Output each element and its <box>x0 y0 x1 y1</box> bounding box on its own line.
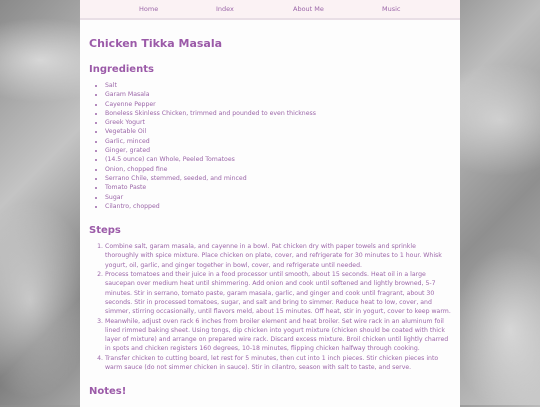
ingredient-item: • Greek Yogurt <box>105 118 451 127</box>
recipe-container[interactable] <box>80 18 460 407</box>
ingredient-item: • Cilantro, chopped <box>105 202 451 211</box>
recipe-content <box>80 37 460 397</box>
steps-heading: Steps <box>89 225 121 237</box>
steps-list <box>89 242 451 372</box>
page-title: Chicken Tikka Masala <box>89 37 223 50</box>
ingredients-list <box>89 81 451 211</box>
ingredient-item: • Serrano Chile, stemmed, seeded, and minced <box>105 174 451 183</box>
nav-link-music[interactable]: Music <box>382 5 401 13</box>
step-item: 3. Meanwhile, adjust oven rack 6 inches from broiler element and heat broiler. Set wire rack in an aluminum foil lined rimmed baking sheet. Using tongs, dip chicken into yogurt mixture (chicken should be coated with thick layer of mixture) and arrange on prepared wire rack. Discard excess mixture. Broil chicken until lightly charred in spots and chicken registers 160 degrees, 10-18 minutes, flipping chicken halfway through cooking. <box>105 317 451 354</box>
nav-link-index[interactable]: Index <box>216 5 234 13</box>
ingredient-item: • Garam Masala <box>105 90 451 99</box>
ingredient-item: • Garlic, minced <box>105 137 451 146</box>
step-item: 4. Transfer chicken to cutting board, let rest for 5 minutes, then cut into 1 inch pieces. Stir chicken pieces into warm sauce (do not simmer chicken in sauce). Stir in cilantro, season with salt to taste, and serve. <box>105 354 451 373</box>
top-navbar <box>80 0 460 18</box>
ingredient-item: • Cayenne Pepper <box>105 100 451 109</box>
ingredient-item: • Ginger, grated <box>105 146 451 155</box>
ingredient-item: • Tomato Paste <box>105 183 451 192</box>
ingredient-item: • Onion, chopped fine <box>105 165 451 174</box>
ingredient-item: • (14.5 ounce) can Whole, Peeled Tomatoes <box>105 155 451 164</box>
nav-link-about[interactable]: About Me <box>293 5 324 13</box>
nav-link-home[interactable]: Home <box>139 5 159 13</box>
notes-heading: Notes! <box>89 386 127 398</box>
ingredient-item: • Salt <box>105 81 451 90</box>
ingredient-item: • Boneless Skinless Chicken, trimmed and pounded to even thickness <box>105 109 451 118</box>
ingredients-heading: Ingredients <box>89 64 154 75</box>
step-item: 2. Process tomatoes and their juice in a food processor until smooth, about 15 seconds. Heat oil in a large saucepan over medium heat until shimmering. Add onion and cook until softened and lightly browned, 5-7 minutes. Stir in serrano, tomato paste, garam masala, garlic, and ginger and cook until fragrant, about 30 seconds. Stir in processed tomatoes, sugar, and salt and bring to simmer. Reduce heat to low, cover, and simmer, stirring occasionally, until flavors meld, about 15 minutes. Off heat, stir in yogurt, cover to keep warm. <box>105 270 451 316</box>
step-item: 1. Combine salt, garam masala, and cayenne in a bowl. Pat chicken dry with paper towels and sprinkle thoroughly with spice mixture. Place chicken on plate, cover, and refrigerate for 30 minutes to 1 hour. Whisk yogurt, oil, garlic, and ginger together in bowl, cover, and refrigerate until needed. <box>105 242 451 270</box>
ingredient-item: • Vegetable Oil <box>105 127 451 136</box>
ingredient-item: • Sugar <box>105 193 451 202</box>
